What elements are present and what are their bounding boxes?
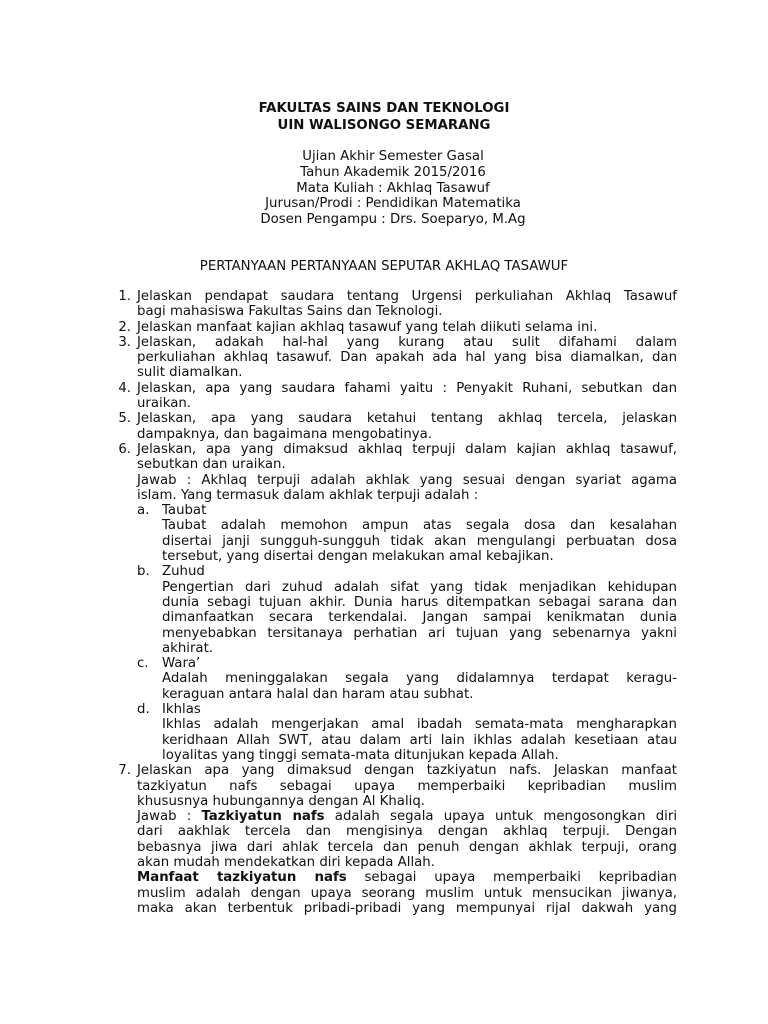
question-line: sebutkan dan uraikan. [137,457,286,473]
subitem-line: Pengertian dari zuhud adalah sifat yang tidak menjadikan kehidupan [162,579,677,595]
exam-title: Ujian Akhir Semester Gasal [302,149,484,164]
subitem-title: Ikhlas [162,702,201,718]
subitem-line: menyebabkan tersitanaya perhatian ari tujuan yang sebenarnya yakni [162,625,677,641]
subitem-line: Taubat adalah memohon ampun atas segala dosa dan kesalahan [162,518,677,534]
question-line: sulit diamalkan. [137,365,243,381]
subitem-line: akhirat. [162,640,214,656]
answer-text: adalah segala upaya untuk mengosongkan diri [324,809,678,825]
academic-year: Tahun Akademik 2015/2016 [300,164,486,180]
answer-line: maka akan terbentuk pribadi-pribadi yang mempunyai rijal dakwah yang [137,900,677,916]
course-name: Mata Kuliah : Akhlaq Tasawuf [296,180,490,196]
question-list [118,289,678,916]
subitem-line: disertai janji sungguh-sungguh tidak akan mengulangi perbuatan dosa [162,533,677,549]
term-tazkiyatun-nafs: Tazkiyatun nafs [201,809,325,825]
question-line: dampaknya, dan bagaimana mengobatinya. [137,426,433,442]
subitem-line: loyalitas yang tinggi semata-mata ditunjukan kepada Allah. [162,747,559,763]
question-line: bagi mahasiswa Fakultas Sains dan Teknologi. [137,304,443,320]
question-number: 2. [118,319,131,335]
question-line: khususnya hubungannya dengan Al Khaliq. [137,793,426,809]
question-line: Jelaskan, apa yang saudara ketahui tentang akhlaq tercela, jelaskan [137,411,677,427]
subitem [137,564,677,656]
answer-text: sebagai upaya memperbaiki kepribadian [346,870,677,886]
question-number: 6. [118,441,131,457]
subitem-line: Ikhlas adalah mengerjakan amal ibadah semata-mata mengharapkan [162,717,677,733]
subitem-label: b. [137,564,150,580]
question-line: Jelaskan, apa yang saudara fahami yaitu : Penyakit Ruhani, sebutkan dan [137,380,677,396]
answer-line [137,809,677,824]
subitem-line: keraguan antara halal dan haram atau subhat. [162,686,474,702]
question-line: Jelaskan pendapat saudara tentang Urgensi perkuliahan Akhlaq Tasawuf [137,289,677,304]
question-line: Jelaskan manfaat kajian akhlaq tasawuf yang telah diikuti selama ini. [137,319,598,335]
question-item [118,441,677,763]
answer-line: Jawab : Akhlaq terpuji adalah akhlak yang sesuai dengan syariat agama [137,472,677,488]
document-header [0,100,768,134]
subitem-line: dimanfaatkan secara terkendalai. Jangan sampai kenikmatan dunia [162,610,677,626]
question-item [118,411,677,442]
answer-prefix: Jawab : [137,809,202,825]
answer-line [137,870,677,885]
subitem-label: a. [137,503,150,519]
subitem-label: d. [137,702,150,718]
answer-line: akan mudah mendekatkan diri kepada Allah. [137,854,435,870]
section-title: PERTANYAAN PERTANYAAN SEPUTAR AKHLAQ TASAWUF [199,259,569,274]
question-item [118,319,677,335]
subitem [137,656,677,702]
question-number: 4. [118,380,131,396]
question-line: Jelaskan apa yang dimaksud dengan tazkiyatun nafs. Jelaskan manfaat [137,763,677,779]
question-number: 3. [118,334,131,350]
question-item [118,289,677,320]
question-line: perkuliahan akhlaq tasawuf. Dan apakah ada hal yang bisa diamalkan, dan [137,350,677,366]
question-item [118,334,677,381]
question-line: Jelaskan, adakah hal-hal yang kurang atau sulit difahami dalam [137,334,677,350]
lecturer: Dosen Pengampu : Drs. Soeparyo, M.Ag [260,212,526,228]
department: Jurusan/Prodi : Pendidikan Matematika [265,196,521,212]
subitem-line: tersebut, yang disertai dengan melakukan amal kebajikan. [162,549,554,565]
subitem [137,503,677,564]
subitem-title: Zuhud [162,564,205,580]
university-title: UIN WALISONGO SEMARANG [277,118,491,133]
subitem [137,702,677,763]
subitem-line: Adalah meninggalakan segala yang didalamnya terdapat keragu- [162,671,677,687]
subitem-label: c. [137,656,149,672]
answer-line: islam. Yang termasuk dalam akhlak terpuji adalah : [137,487,479,503]
answer-line: bebasnya jiwa dari ahlak tercela dan penuh dengan akhlak terpuji, orang [137,839,677,855]
exam-info [0,149,768,228]
question-number: 5. [118,411,131,427]
faculty-title: FAKULTAS SAINS DAN TEKNOLOGI [258,101,510,116]
question-line: uraikan. [137,396,192,412]
question-number: 7. [118,763,131,779]
subitem-title: Taubat [162,503,207,519]
term-manfaat: Manfaat tazkiyatun nafs [137,870,347,886]
subitem-title: Wara’ [162,656,201,672]
answer-line: muslim adalah dengan upaya seorang muslim untuk mensucikan jiwanya, [137,885,677,901]
question-number: 1. [118,289,131,304]
question-item [118,380,677,412]
subitem-line: dunia sebagi tujuan akhir. Dunia harus ditempatkan sebagai sarana dan [162,594,677,610]
subitem-line: keridhaan Allah SWT, atau dalam arti lain ikhlas adalah kesetiaan atau [162,732,677,748]
question-line: Jelaskan, apa yang dimaksud akhlaq terpuji dalam kajian akhlaq tasawuf, [137,441,677,457]
question-line: tazkiyatun nafs sebagai upaya memperbaiki kepribadian muslim [137,778,677,794]
answer-line: dari aakhlak tercela dan mengisinya dengan akhlaq terpuji. Dengan [137,824,677,840]
question-item [118,763,678,916]
